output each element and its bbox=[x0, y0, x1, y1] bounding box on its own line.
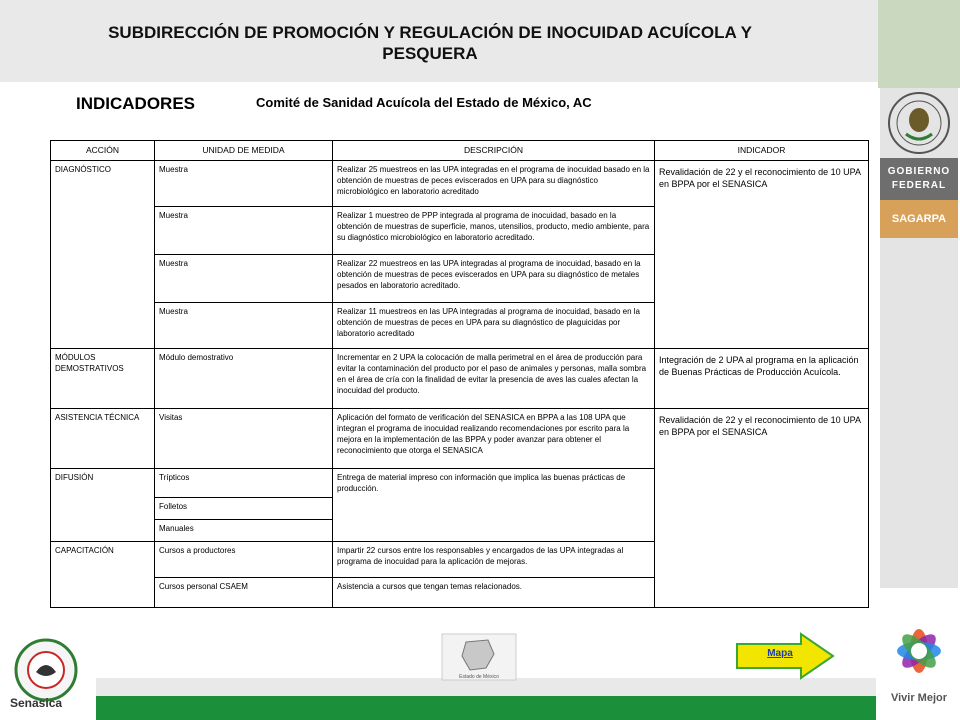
committee-name: Comité de Sanidad Acuícola del Estado de México, AC bbox=[256, 95, 592, 110]
cell-unidad: Muestra bbox=[155, 161, 333, 207]
header-band bbox=[0, 0, 878, 82]
sagarpa-badge: SAGARPA bbox=[880, 200, 958, 238]
vivir-mejor-flower-icon bbox=[886, 618, 952, 684]
table-row bbox=[51, 303, 869, 349]
cell-accion bbox=[51, 255, 155, 303]
gobierno-federal-badge bbox=[880, 158, 958, 200]
cell-accion bbox=[51, 207, 155, 255]
cell-descripcion: Aplicación del formato de verificación del SENASICA en BPPA a las 108 UPA que integran el programa de inocuidad realizando recomendaciones por escrito para la mejora en la implementación de las BPPA y poder avanzar para obtener el reconocimiento que otorga el SENASICA bbox=[333, 409, 655, 469]
gobierno-line2: FEDERAL bbox=[891, 180, 947, 191]
cell-unidad: Folletos bbox=[155, 497, 333, 519]
table-row bbox=[51, 497, 869, 519]
cell-unidad: Manuales bbox=[155, 519, 333, 541]
cell-accion bbox=[51, 497, 155, 519]
header-accion: ACCIÓN bbox=[51, 141, 155, 161]
cell-descripcion: Incrementar en 2 UPA la colocación de malla perimetral en el área de producción para evitar la contaminación del producto por el paso de animales y personas, malla sombra en el área de cría con la finalidad de evitar la presencia de aves las cuales afectan la inocuidad del producto. bbox=[333, 349, 655, 409]
cell-accion bbox=[51, 577, 155, 607]
indicators-table-wrapper bbox=[50, 140, 868, 608]
cell-indicador: Revalidación de 22 y el reconocimiento de 10 UPA en BPPA por el SENASICA bbox=[655, 409, 869, 469]
mapa-link[interactable]: Mapa bbox=[767, 648, 793, 659]
cell-descripcion: Realizar 11 muestreos en las UPA integradas al programa de inocuidad, basado en la obtención de muestras de peces en UPA para su diagnóstico de plaguicidas por laboratorio acreditado bbox=[333, 303, 655, 349]
indicators-table bbox=[50, 140, 869, 608]
mexico-seal-icon bbox=[886, 90, 952, 156]
cell-unidad: Cursos a productores bbox=[155, 541, 333, 577]
page-title-line1: SUBDIRECCIÓN DE PROMOCIÓN Y REGULACIÓN DE INOCUIDAD ACUÍCOLA Y bbox=[108, 23, 752, 42]
cell-indicador: Revalidación de 22 y el reconocimiento de 10 UPA en BPPA por el SENASICA bbox=[655, 161, 869, 207]
vivir-mejor-label: Vivir Mejor bbox=[890, 692, 948, 704]
cell-descripcion: Realizar 22 muestreos en las UPA integradas al programa de inocuidad, basado en la obtención de muestras de peces eviscerados en UPA para su diagnóstico de metales pesados en laboratorio acreditado. bbox=[333, 255, 655, 303]
cell-descripcion bbox=[333, 497, 655, 519]
header-unidad: UNIDAD DE MEDIDA bbox=[155, 141, 333, 161]
page-title bbox=[40, 22, 820, 64]
cell-descripcion: Entrega de material impreso con información que implica las buenas prácticas de producción. bbox=[333, 469, 655, 498]
cell-accion: CAPACITACIÓN bbox=[51, 541, 155, 577]
table-row bbox=[51, 541, 869, 577]
header-descripcion: DESCRIPCIÓN bbox=[333, 141, 655, 161]
table-row bbox=[51, 409, 869, 469]
cell-unidad: Módulo demostrativo bbox=[155, 349, 333, 409]
cell-unidad: Muestra bbox=[155, 303, 333, 349]
cell-accion: DIFUSIÓN bbox=[51, 469, 155, 498]
senasica-label: Senasica bbox=[10, 696, 63, 710]
cell-unidad: Muestra bbox=[155, 255, 333, 303]
cell-accion: ASISTENCIA TÉCNICA bbox=[51, 409, 155, 469]
csaem-caption: Estado de México bbox=[459, 674, 499, 680]
cell-indicador bbox=[655, 541, 869, 577]
table-row bbox=[51, 469, 869, 498]
table-header-row bbox=[51, 141, 869, 161]
table-row bbox=[51, 161, 869, 207]
cell-indicador bbox=[655, 207, 869, 255]
cell-descripcion: Realizar 1 muestreo de PPP integrada al programa de inocuidad, basado en la obtención de muestras de superficie, manos, utensilios, producto, medio ambiente, para su diagnóstico microbiológico en laboratorio acreditado. bbox=[333, 207, 655, 255]
cell-accion: DIAGNÓSTICO bbox=[51, 161, 155, 207]
cell-descripcion: Realizar 25 muestreos en las UPA integradas en el programa de inocuidad basado en la obtención de muestras de peces eviscerados en UPA para su diagnóstico microbiológico en laboratorio acreditado bbox=[333, 161, 655, 207]
right-sidebar bbox=[878, 0, 960, 720]
cell-unidad: Cursos personal CSAEM bbox=[155, 577, 333, 607]
mapa-arrow-button[interactable] bbox=[735, 632, 835, 680]
table-row bbox=[51, 349, 869, 409]
cell-indicador bbox=[655, 519, 869, 541]
cell-unidad: Muestra bbox=[155, 207, 333, 255]
cell-descripcion: Asistencia a cursos que tengan temas relacionados. bbox=[333, 577, 655, 607]
csaem-logo-icon bbox=[436, 632, 522, 682]
cell-indicador bbox=[655, 303, 869, 349]
cell-descripcion: Impartir 22 cursos entre los responsables y encargados de las UPA integradas al programa de inocuidad para la aplicación de mejoras. bbox=[333, 541, 655, 577]
header-indicador: INDICADOR bbox=[655, 141, 869, 161]
table-row bbox=[51, 255, 869, 303]
cell-indicador bbox=[655, 469, 869, 498]
table-row bbox=[51, 519, 869, 541]
cell-accion: MÓDULOS DEMOSTRATIVOS bbox=[51, 349, 155, 409]
footer-green-band bbox=[96, 696, 876, 720]
cell-accion bbox=[51, 303, 155, 349]
cell-indicador bbox=[655, 255, 869, 303]
gobierno-line1: GOBIERNO bbox=[887, 166, 951, 177]
cell-unidad: Trípticos bbox=[155, 469, 333, 498]
section-label: INDICADORES bbox=[76, 94, 196, 113]
cell-indicador bbox=[655, 497, 869, 519]
page-title-line2: PESQUERA bbox=[382, 44, 478, 63]
cell-indicador: Integración de 2 UPA al programa en la aplicación de Buenas Prácticas de Producción Acuícola. bbox=[655, 349, 869, 409]
cell-unidad: Visitas bbox=[155, 409, 333, 469]
table-row bbox=[51, 207, 869, 255]
cell-indicador bbox=[655, 577, 869, 607]
table-row bbox=[51, 577, 869, 607]
cell-descripcion bbox=[333, 519, 655, 541]
sidebar-green-band bbox=[878, 0, 960, 88]
cell-accion bbox=[51, 519, 155, 541]
